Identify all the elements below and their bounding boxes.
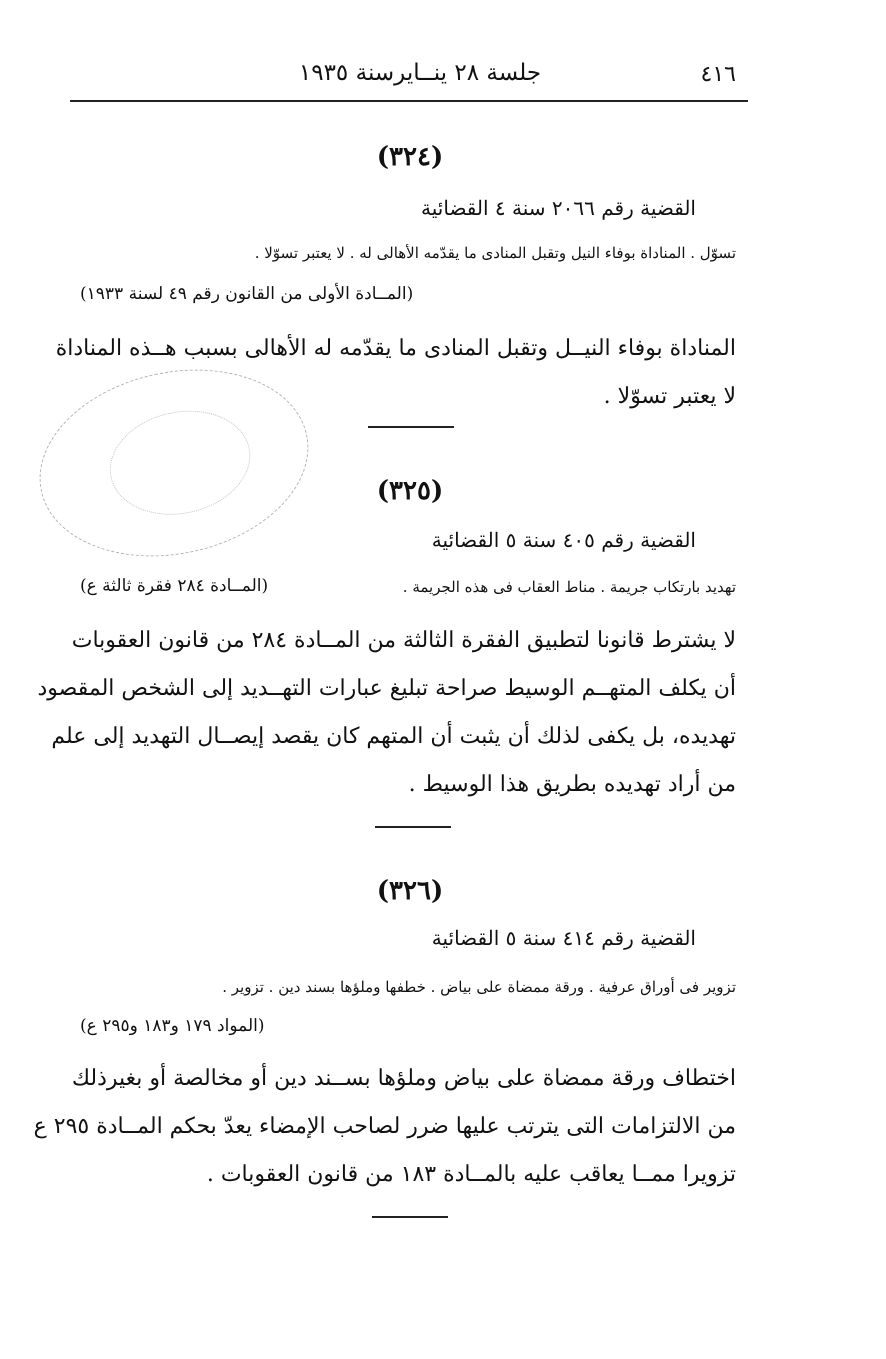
case-article: (المواد ١٧٩ و١٨٣ و٢٩٥ ع) — [80, 1016, 265, 1036]
case-reference: القضية رقم ٤٠٥ سنة ٥ القضائية — [431, 528, 696, 552]
case-body-line: أن يكلف المتهــم الوسيط صراحة تبليغ عبارات التهــديد إلى الشخص المقصود — [37, 676, 736, 701]
case-body-line: من أراد تهديده بطريق هذا الوسيط . — [408, 772, 736, 797]
case-reference: القضية رقم ٤١٤ سنة ٥ القضائية — [431, 926, 696, 950]
case-number: (٣٢٥) — [376, 476, 444, 506]
case-article: (المــادة الأولى من القانون رقم ٤٩ لسنة ١٩٣٣) — [80, 284, 414, 304]
section-separator — [368, 426, 454, 428]
case-body-line: تزويرا ممــا يعاقب عليه بالمــادة ١٨٣ من قانون العقوبات . — [206, 1162, 736, 1187]
section-separator — [375, 826, 451, 828]
case-number: (٣٢٦) — [376, 876, 444, 906]
case-body-line: لا يعتبر تسوّلا . — [603, 384, 736, 409]
case-body-line: لا يشترط قانونا لتطبيق الفقرة الثالثة من المــادة ٢٨٤ من قانون العقوبات — [71, 628, 736, 653]
case-body-line: المناداة بوفاء النيــل وتقبل المنادى ما يقدّمه له الأهالى بسبب هــذه المناداة — [55, 336, 736, 361]
faded-stamp — [22, 346, 326, 581]
case-reference: القضية رقم ٢٠٦٦ سنة ٤ القضائية — [421, 196, 696, 220]
case-body-line: من الالتزامات التى يترتب عليها ضرر لصاحب الإمضاء يعدّ بحكم المــادة ٢٩٥ ع — [33, 1114, 736, 1139]
running-header-title: جلسة ٢٨ ينــايرسنة ١٩٣٥ — [298, 60, 542, 86]
section-separator — [372, 1216, 448, 1218]
case-keywords: تسوّل . المناداة بوفاء النيل وتقبل المنادى ما يقدّمه الأهالى له . لا يعتبر تسوّلا . — [254, 244, 736, 262]
header-rule — [70, 100, 748, 102]
case-body-line: اختطاف ورقة ممضاة على بياض وملؤها بســند دين أو مخالصة أو بغيرذلك — [71, 1066, 736, 1091]
faded-stamp-inner — [100, 398, 260, 527]
case-body-line: تهديده، بل يكفى لذلك أن يثبت أن المتهم كان يقصد إيصــال التهديد إلى علم — [51, 724, 736, 749]
case-keywords: تهديد بارتكاب جريمة . مناط العقاب فى هذه الجريمة . — [402, 578, 736, 596]
case-keywords: تزوير فى أوراق عرفية . ورقة ممضاة على بياض . خطفها وملؤها بسند دين . تزوير . — [222, 978, 736, 996]
case-number: (٣٢٤) — [376, 142, 444, 172]
page-number: ٤١٦ — [700, 62, 736, 87]
case-article: (المــادة ٢٨٤ فقرة ثالثة ع) — [80, 576, 269, 596]
